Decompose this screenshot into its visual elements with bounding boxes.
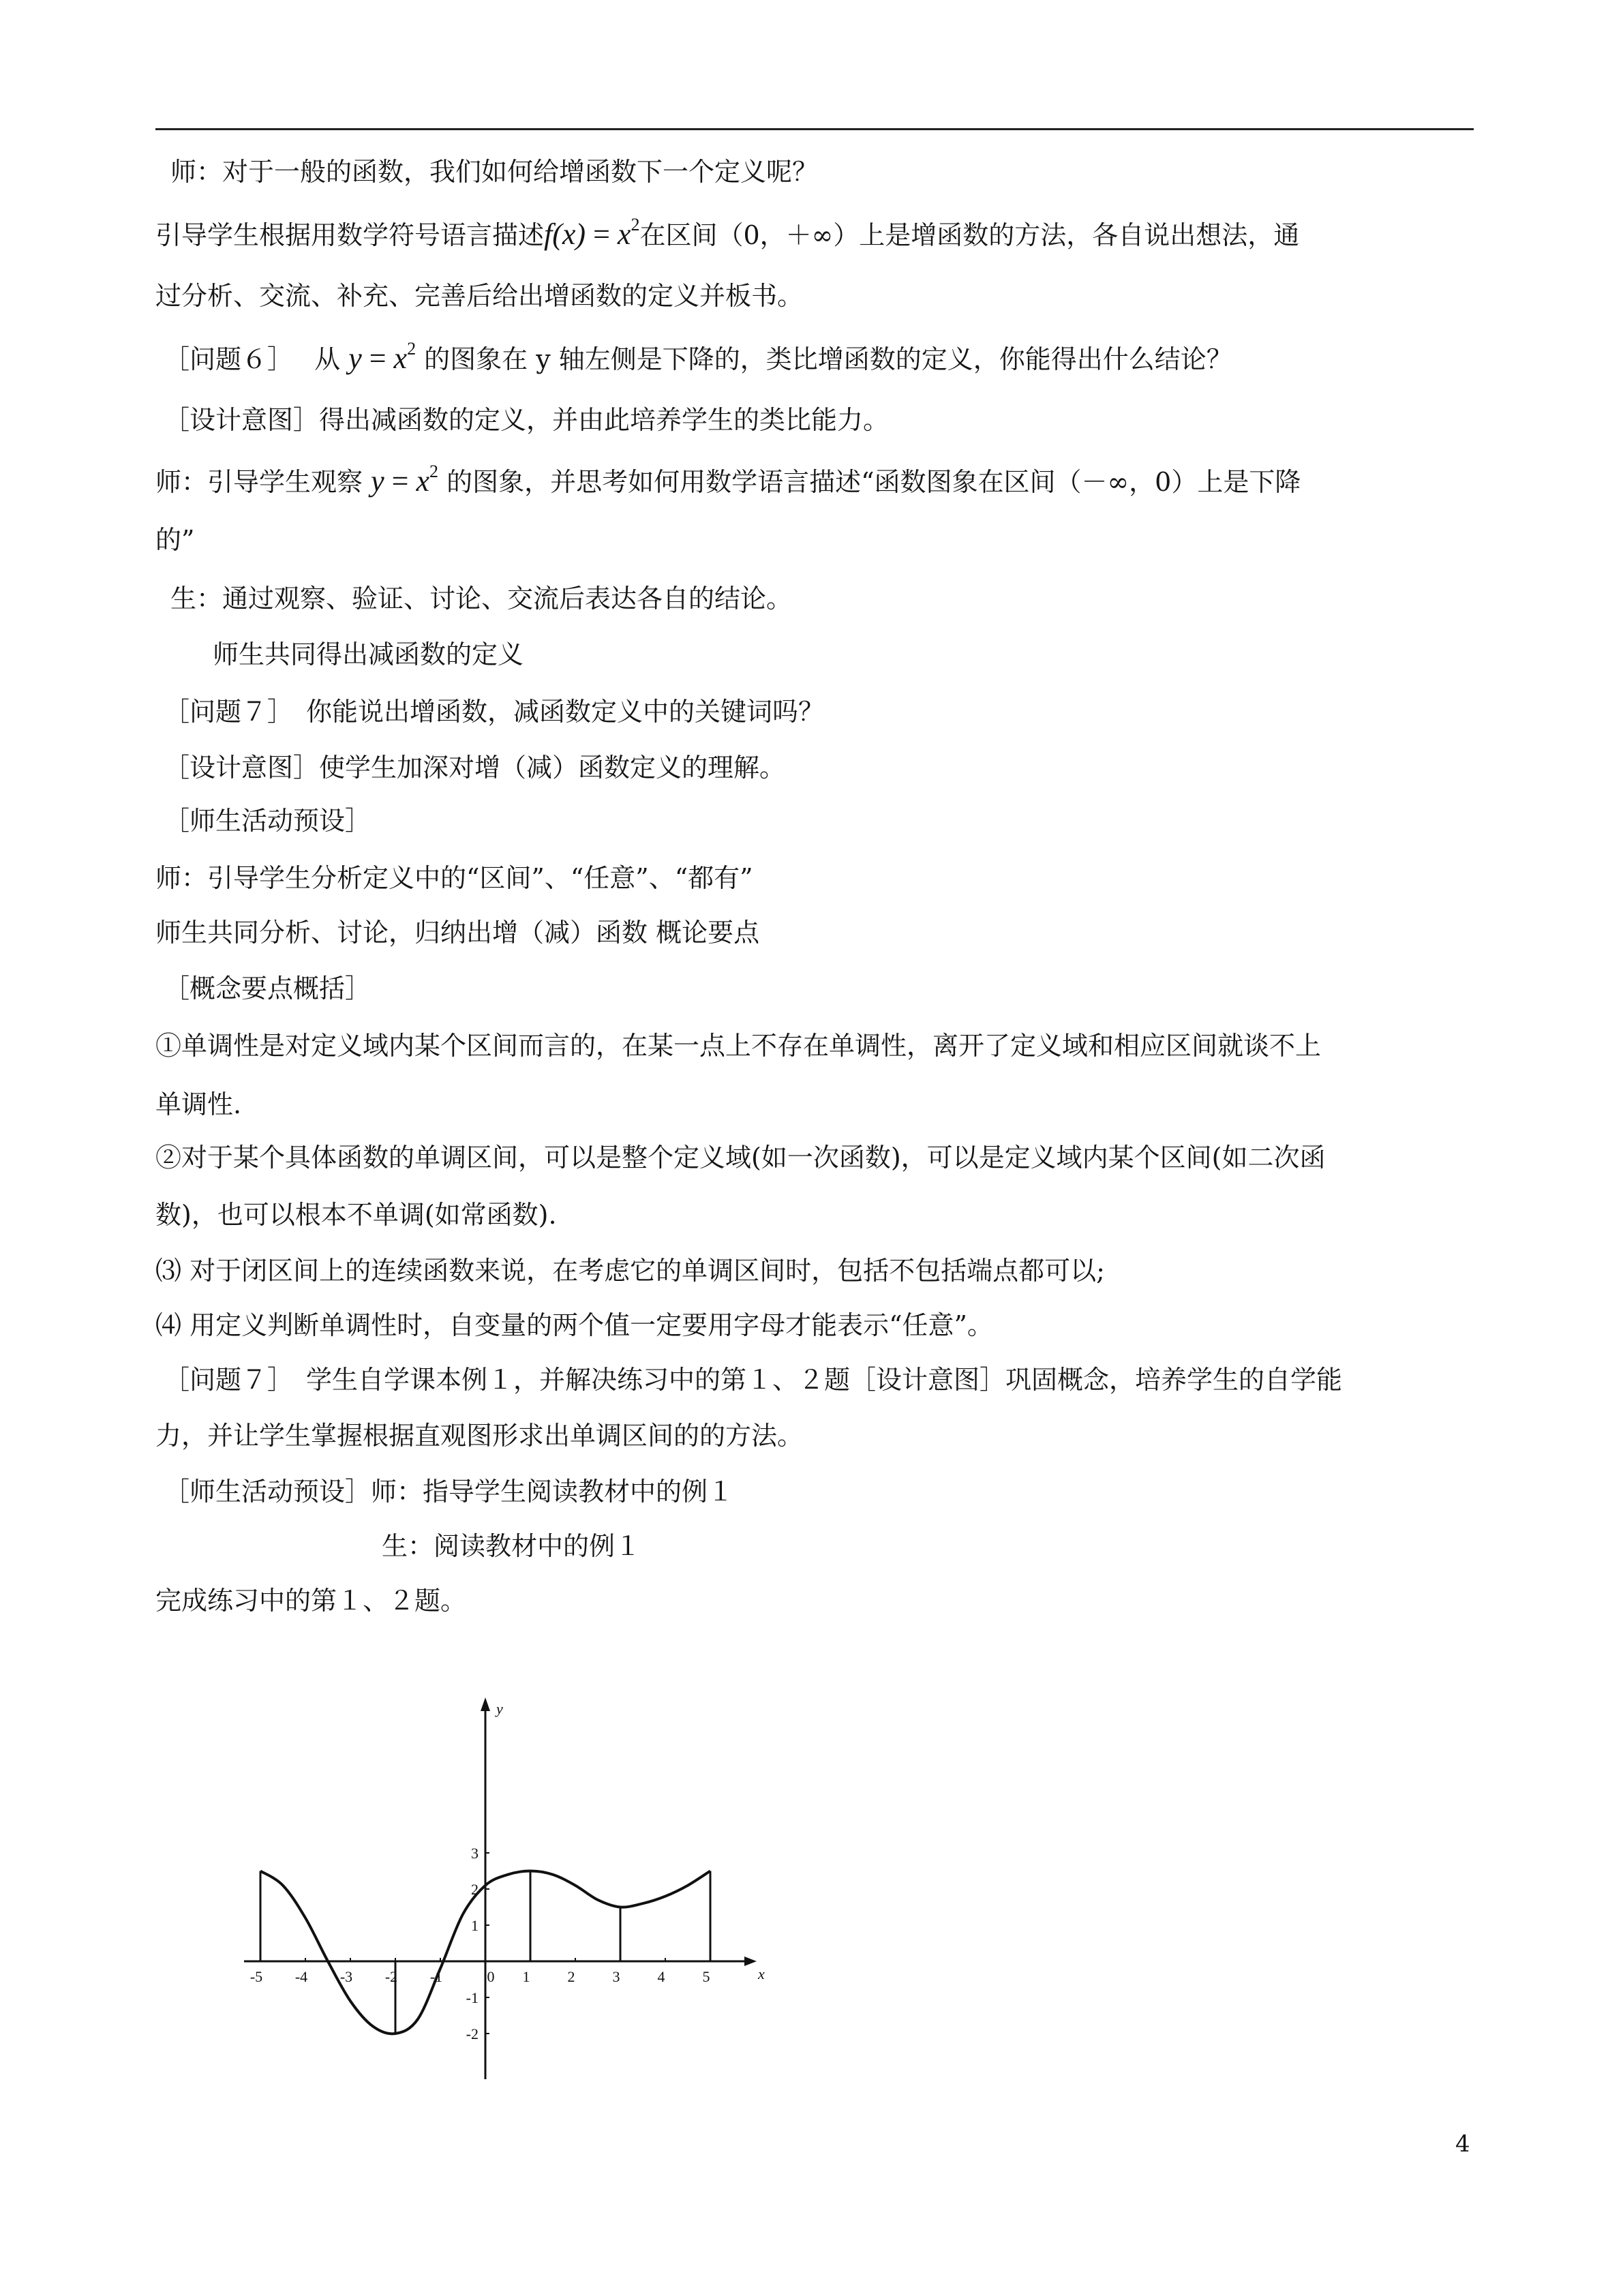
formula-y: y: [348, 342, 362, 375]
formula-eq: =: [586, 217, 618, 251]
formula-x: x: [617, 217, 631, 251]
function-graph: [232, 1691, 777, 2086]
text-line-10: ［问题７］ 你能说出增函数，减函数定义中的关键词吗？: [164, 697, 825, 727]
text-line-13: 师：引导学生分析定义中的“区间”、“任意”、“都有”: [155, 863, 753, 893]
formula-eq: =: [384, 464, 416, 498]
formula-y-x2-b: [371, 464, 438, 498]
x-tick-label: 4: [657, 1968, 665, 1985]
text-line-5: ［设计意图］得出减函数的定义，并由此培养学生的类比能力。: [164, 405, 890, 435]
text-line-2: [155, 217, 1299, 253]
x-tick-label: 0: [487, 1968, 495, 1985]
formula-fx-lhs: f(x): [544, 217, 586, 251]
text-line-3: 过分析、交流、补充、完善后给出增函数的定义并板书。: [155, 281, 804, 311]
text-line-20: ⑶ 对于闭区间上的连续函数来说，在考虑它的单调区间时，包括不包括端点都可以;: [155, 1256, 1105, 1286]
y-tick-label: 1: [471, 1917, 479, 1934]
text-line-4-pre: ［问题６］ 从: [164, 344, 341, 374]
y-tick-label: 3: [471, 1845, 479, 1862]
formula-fx: [544, 217, 639, 251]
text-line-21: ⑷ 用定义判断单调性时，自变量的两个值一定要用字母才能表示“任意”。: [155, 1310, 993, 1340]
formula-exp: 2: [631, 215, 640, 235]
text-line-8: 生：通过观察、验证、讨论、交流后表达各自的结论。: [170, 584, 793, 614]
text-line-19: 数)，也可以根本不单调(如常函数).: [155, 1200, 557, 1230]
text-line-22: ［问题７］ 学生自学课本例１，并解决练习中的第１、２题［设计意图］巩固概念，培养学生的自学能: [164, 1365, 1343, 1395]
text-line-17: 单调性.: [155, 1089, 242, 1119]
text-line-4-post: 的图象在 y 轴左侧是下降的，类比增函数的定义，你能得出什么结论？: [424, 344, 1232, 374]
y-axis-label: y: [496, 1700, 503, 1717]
text-line-25: 生：阅读教材中的例１: [382, 1531, 641, 1561]
text-line-2-post: 在区间（0，＋∞）上是增函数的方法，各自说出想法，通: [639, 220, 1300, 250]
x-axis-label: x: [758, 1965, 765, 1982]
text-line-9: 师生共同得出减函数的定义: [213, 639, 524, 669]
y-tick-label: 2: [471, 1881, 479, 1898]
text-line-6: [155, 464, 1301, 500]
y-axis-arrow: [481, 1697, 490, 1711]
text-line-4: [164, 341, 1232, 377]
text-line-24: ［师生活动预设］师：指导学生阅读教材中的例１: [164, 1477, 734, 1507]
header-rule: [155, 128, 1474, 130]
formula-y-x2-a: [348, 339, 416, 375]
formula-exp: 2: [407, 339, 416, 359]
text-line-18: ②对于某个具体函数的单调区间，可以是整个定义域(如一次函数)，可以是定义域内某个区间(如二次函: [155, 1143, 1326, 1173]
x-tick-label: -5: [249, 1968, 263, 1985]
text-line-1: 师：对于一般的函数，我们如何给增函数下一个定义呢？: [170, 157, 819, 187]
formula-x: x: [393, 342, 408, 375]
text-line-23: 力，并让学生掌握根据直观图形求出单调区间的的方法。: [155, 1421, 804, 1451]
x-axis-arrow: [744, 1957, 757, 1966]
x-tick-label: 2: [567, 1968, 575, 1985]
text-line-6-post: 的图象，并思考如何用数学语言描述“函数图象在区间（－∞，0）上是下降: [446, 467, 1301, 497]
text-line-26: 完成练习中的第１、２题。: [155, 1586, 467, 1616]
x-tick-label: 1: [522, 1968, 530, 1985]
text-line-12: ［师生活动预设］: [164, 806, 371, 836]
x-tick-label: -3: [339, 1968, 353, 1985]
text-line-7: 的”: [155, 525, 195, 555]
formula-x: x: [416, 464, 429, 498]
x-tick-label: 3: [612, 1968, 620, 1985]
text-line-2-pre: 引导学生根据用数学符号语言描述: [155, 220, 545, 250]
text-line-11: ［设计意图］使学生加深对增（减）函数定义的理解。: [164, 753, 786, 783]
text-line-16: ①单调性是对定义域内某个区间而言的，在某一点上不存在单调性，离开了定义域和相应区间就谈不上: [155, 1031, 1322, 1061]
x-tick-label: -4: [294, 1968, 308, 1985]
formula-eq: =: [361, 342, 394, 375]
y-tick-label: -2: [466, 2025, 479, 2042]
x-tick-label: -1: [429, 1968, 443, 1985]
text-line-6-pre: 师：引导学生观察: [155, 467, 363, 497]
text-line-14: 师生共同分析、讨论，归纳出增（减）函数 概论要点: [155, 918, 760, 948]
formula-exp: 2: [429, 462, 438, 481]
x-tick-label: -2: [384, 1968, 398, 1985]
page-number: 4: [1455, 2130, 1470, 2158]
text-line-15: ［概念要点概括］: [164, 973, 371, 1003]
formula-y: y: [371, 464, 384, 498]
y-tick-label: -1: [466, 1989, 479, 2006]
x-tick-label: 5: [702, 1968, 710, 1985]
